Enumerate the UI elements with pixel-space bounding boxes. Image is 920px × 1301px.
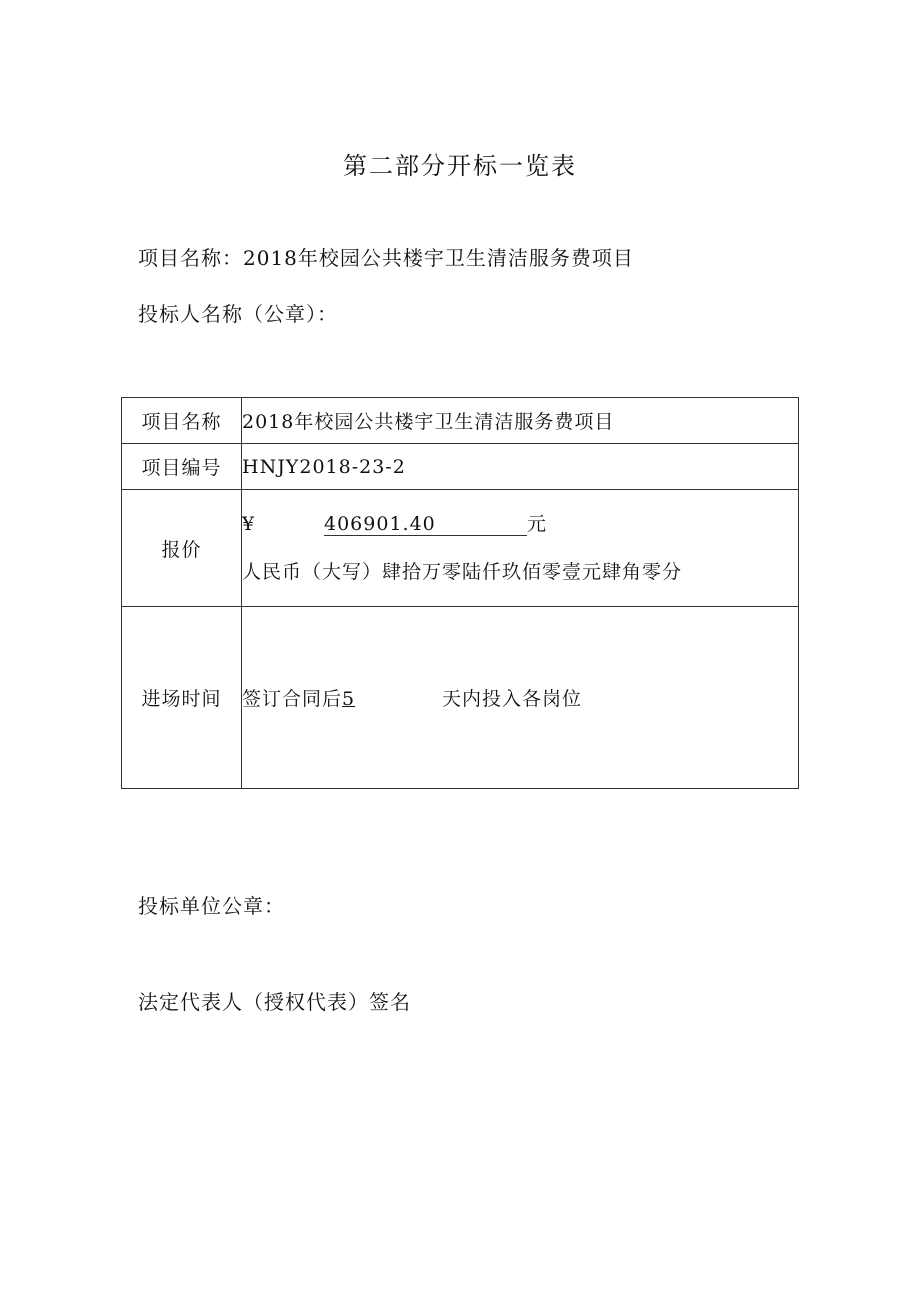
entry-days: 5 <box>342 688 356 710</box>
table-row-entry-time <box>122 607 799 789</box>
entry-suffix: 天内投入各岗位 <box>442 688 583 710</box>
bid-summary-table <box>121 397 799 789</box>
project-name-label: 项目名称 <box>122 398 242 444</box>
price-label: 报价 <box>122 490 242 607</box>
table-row-price <box>122 490 799 607</box>
entry-time-cell <box>242 607 799 789</box>
price-amount: 406901.40 <box>324 513 527 536</box>
bidder-name-line: 投标人名称（公章）： <box>138 302 338 326</box>
price-cell <box>242 490 799 607</box>
yen-symbol: ¥ <box>242 513 256 535</box>
price-figure-line <box>242 509 798 539</box>
price-unit: 元 <box>527 513 548 535</box>
table-row-project-number <box>122 444 799 490</box>
document-title: 第二部分开标一览表 <box>343 152 577 180</box>
entry-prefix: 签订合同后 <box>242 688 343 710</box>
price-words: 人民币（大写）肆拾万零陆仟玖佰零壹元肆角零分 <box>242 561 683 583</box>
project-number-value: HNJY2018-23-2 <box>242 444 799 490</box>
signature-line: 法定代表人（授权代表）签名 <box>138 990 411 1014</box>
table-row-project-name <box>122 398 799 444</box>
entry-time-label: 进场时间 <box>122 607 242 789</box>
project-name-value: 2018年校园公共楼宇卫生清洁服务费项目 <box>242 398 799 444</box>
project-name-line: 项目名称：2018年校园公共楼宇卫生清洁服务费项目 <box>138 246 634 270</box>
project-number-label: 项目编号 <box>122 444 242 490</box>
seal-line: 投标单位公章： <box>138 894 285 918</box>
